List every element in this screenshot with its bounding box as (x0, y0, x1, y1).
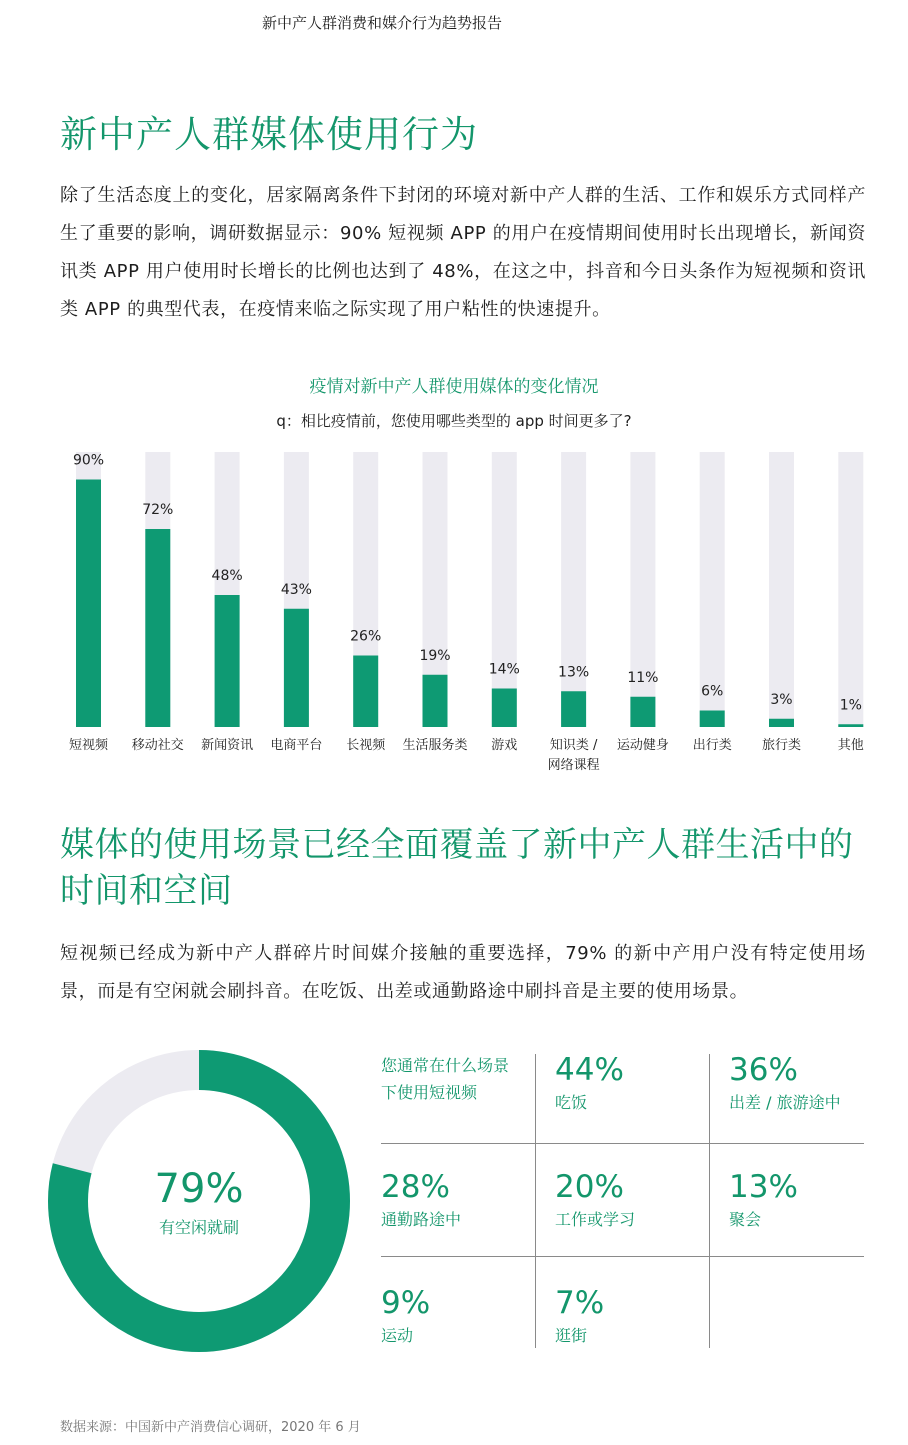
section1-paragraph: 除了生活态度上的变化，居家隔离条件下封闭的环境对新中产人群的生活、工作和娱乐方式同样产生了重要的影响，调研数据显示：90% 短视频 APP 的用户在疫情期间使用时长出现增长，新闻资讯类 APP 用户使用时长增长的比例也达到了 48%，在这之中，抖音和今日头条作为短视频和资讯类 APP 的典型代表，在疫情来临之际实现了用户粘性的快速提升。 (60, 185, 866, 320)
bar-value-label: 3% (770, 691, 793, 708)
bar-track (492, 452, 517, 727)
category-label (132, 737, 184, 753)
bar-value-label: 72% (142, 502, 174, 518)
category-label (69, 737, 109, 753)
category-label-line: 旅行类 (761, 738, 802, 753)
grid-divider (381, 1256, 864, 1257)
chart-question: q：相比疫情前，您使用哪些类型的 app 时间更多了? (276, 412, 632, 430)
scene-stat-percent: 20% (555, 1169, 624, 1205)
bar-value-label: 19% (419, 647, 451, 664)
category-label-line: 新闻资讯 (201, 738, 254, 753)
scene-stat-label: 聚会 (729, 1210, 762, 1229)
scene-question-cell (381, 1052, 521, 1106)
bar (630, 697, 655, 727)
category-label-line: 电商平台 (270, 738, 323, 753)
bar-chart (0, 440, 908, 785)
scene-stat (729, 1052, 841, 1113)
scene-stat (555, 1169, 635, 1230)
category-label (838, 737, 864, 753)
category-label (693, 737, 732, 753)
scene-stat (555, 1285, 604, 1346)
bar (353, 656, 378, 728)
section2-paragraph: 短视频已经成为新中产人群碎片时间媒介接触的重要选择，79% 的新中产用户没有特定使用场景，而是有空闲就会刷抖音。在吃饭、出差或通勤路途中刷抖音是主要的使用场景。 (60, 943, 866, 1002)
category-label-line: 生活服务类 (402, 738, 468, 753)
donut-center (48, 1165, 350, 1238)
category-label (762, 737, 801, 753)
bar-value-label: 90% (72, 452, 105, 469)
category-label (548, 737, 600, 773)
scene-stat-label: 工作或学习 (555, 1210, 636, 1229)
bar (561, 691, 586, 727)
bar (76, 480, 101, 728)
bar-value-label: 43% (280, 581, 312, 598)
category-label (346, 737, 386, 753)
scene-stat-label: 通勤路途中 (381, 1210, 462, 1229)
category-label-line: 运动健身 (616, 738, 669, 753)
bar-value-label: 11% (627, 669, 659, 686)
section2-title: 媒体的使用场景已经全面覆盖了新中产人群生活中的时间和空间 (60, 825, 854, 911)
bar-track (769, 452, 794, 727)
scene-stat-percent: 28% (381, 1169, 450, 1205)
grid-divider (709, 1054, 710, 1348)
bar-value-label: 6% (701, 683, 724, 700)
bar-value-label: 1% (839, 697, 862, 714)
bar-value-label: 26% (350, 628, 382, 645)
bar (700, 711, 725, 728)
category-label-line: 出行类 (692, 738, 732, 753)
bar (492, 689, 517, 728)
grid-divider (535, 1054, 536, 1348)
category-label (491, 737, 517, 753)
category-label-line: 知识类 / (549, 738, 598, 753)
scene-stat-label: 吃饭 (555, 1093, 588, 1112)
report-header-title: 新中产人群消费和媒介行为趋势报告 (262, 14, 503, 32)
category-label (270, 737, 322, 753)
bar (838, 724, 863, 727)
scene-stat (555, 1052, 624, 1113)
scene-stat-percent: 44% (555, 1052, 624, 1088)
data-source-footnote: 数据来源：中国新中产消费信心调研，2020 年 6 月 (60, 1420, 361, 1435)
scene-stat (381, 1285, 430, 1346)
scene-grid (381, 1050, 864, 1350)
donut-label: 有空闲就刷 (158, 1218, 239, 1237)
chart-title: 疫情对新中产人群使用媒体的变化情况 (309, 377, 599, 397)
scene-stat-label: 运动 (381, 1326, 414, 1345)
bar-value-label: 13% (558, 664, 590, 681)
section1-title: 新中产人群媒体使用行为 (60, 113, 478, 156)
bar (215, 595, 240, 727)
bar-track (838, 452, 863, 727)
scene-stat-percent: 9% (381, 1285, 431, 1321)
bar-track (561, 452, 586, 727)
scene-stat (729, 1169, 798, 1230)
bar-value-label: 14% (488, 661, 520, 678)
category-label-line: 移动社交 (131, 738, 184, 753)
scene-stat-percent: 13% (729, 1169, 798, 1205)
category-label (201, 737, 253, 753)
category-label (402, 737, 467, 753)
bar (284, 609, 309, 727)
category-label-line: 游戏 (491, 738, 518, 753)
category-label-line: 短视频 (68, 738, 109, 753)
grid-divider (381, 1143, 864, 1144)
scene-stat-label: 逛街 (555, 1326, 588, 1345)
category-label (617, 737, 669, 753)
donut-percent: 79% (154, 1166, 244, 1212)
scene-stat-percent: 36% (729, 1052, 798, 1088)
bar (769, 719, 794, 727)
bar (145, 529, 170, 727)
category-label-line: 长视频 (346, 738, 386, 753)
category-label-line: 其他 (837, 738, 864, 753)
scene-question: 您通常在什么场景下使用短视频 (381, 1056, 510, 1102)
scene-stat-percent: 7% (555, 1285, 605, 1321)
category-label-line: 网络课程 (547, 758, 600, 773)
bar-track (630, 452, 655, 727)
bar-value-label: 48% (211, 568, 243, 584)
bar (423, 675, 448, 727)
scene-stat-label: 出差 / 旅游途中 (729, 1093, 841, 1112)
scene-stat (381, 1169, 461, 1230)
